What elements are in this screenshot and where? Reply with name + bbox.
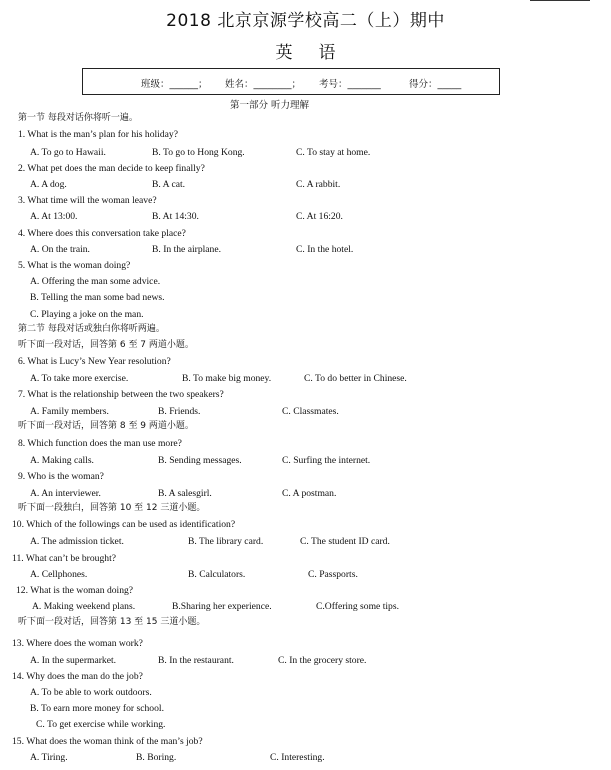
q3-option-a: A. At 13:00. bbox=[30, 211, 78, 222]
q9-option-a: A. An interviewer. bbox=[30, 488, 101, 499]
question-9: 9. Who is the woman? bbox=[18, 471, 104, 482]
question-6: 6. What is Lucy’s New Year resolution? bbox=[18, 356, 171, 367]
q5-option-b: B. Telling the man some bad news. bbox=[30, 292, 165, 303]
question-13: 13. Where does the woman work? bbox=[12, 638, 143, 649]
class-field: 班级：______； bbox=[141, 79, 208, 90]
q2-option-a: A. A dog. bbox=[30, 179, 67, 190]
question-12: 12. What is the woman doing? bbox=[16, 585, 134, 596]
dialogue-4-instruction: 听下面一段对话，回答第 13 至 15 三道小题。 bbox=[18, 617, 206, 627]
q14-option-a: A. To be able to work outdoors. bbox=[30, 687, 152, 698]
question-7: 7. What is the relationship between the two speakers? bbox=[18, 389, 224, 400]
q15-option-c: C. Interesting. bbox=[270, 752, 325, 763]
q11-option-c: C. Passports. bbox=[308, 569, 358, 580]
q10-option-a: A. The admission ticket. bbox=[30, 536, 124, 547]
q11-option-a: A. Cellphones. bbox=[30, 569, 88, 580]
score-field: 得分：_____ bbox=[409, 79, 462, 90]
q2-option-b: B. A cat. bbox=[152, 179, 186, 190]
question-5: 5. What is the woman doing? bbox=[18, 260, 131, 271]
q13-option-a: A. In the supermarket. bbox=[30, 655, 117, 666]
q9-option-c: C. A postman. bbox=[282, 488, 337, 499]
q3-option-c: C. At 16:20. bbox=[296, 211, 343, 222]
q5-option-a: A. Offering the man some advice. bbox=[30, 276, 161, 287]
dialogue-1-instruction: 听下面一段对话，回答第 6 至 7 两道小题。 bbox=[18, 340, 194, 350]
question-11: 11. What can’t be brought? bbox=[12, 553, 116, 564]
question-2: 2. What pet does the man decide to keep finally? bbox=[18, 163, 205, 174]
student-info-box bbox=[82, 68, 500, 95]
top-rule bbox=[530, 0, 590, 1]
part-1-instruction: 第一节 每段对话你将听一遍。 bbox=[18, 113, 138, 123]
q14-option-c: C. To get exercise while working. bbox=[36, 719, 166, 730]
question-1: 1. What is the man’s plan for his holiday? bbox=[18, 129, 178, 140]
q8-option-c: C. Surfing the internet. bbox=[282, 455, 371, 466]
q2-option-c: C. A rabbit. bbox=[296, 179, 341, 190]
question-15: 15. What does the woman think of the man’s job? bbox=[12, 736, 203, 747]
q13-option-c: C. In the grocery store. bbox=[278, 655, 367, 666]
q5-option-c: C. Playing a joke on the man. bbox=[30, 309, 144, 320]
q11-option-b: B. Calculators. bbox=[188, 569, 246, 580]
q7-option-a: A. Family members. bbox=[30, 406, 109, 417]
q7-option-c: C. Classmates. bbox=[282, 406, 339, 417]
q10-option-c: C. The student ID card. bbox=[300, 536, 390, 547]
subject-title: 英语 bbox=[275, 43, 362, 63]
monologue-instruction: 听下面一段独白，回答第 10 至 12 三道小题。 bbox=[18, 503, 206, 513]
q1-option-a: A. To go to Hawaii. bbox=[30, 147, 106, 158]
question-8: 8. Which function does the man use more? bbox=[18, 438, 182, 449]
q12-option-b: B.Sharing her experience. bbox=[172, 601, 272, 612]
q15-option-b: B. Boring. bbox=[136, 752, 177, 763]
q14-option-b: B. To earn more money for school. bbox=[30, 703, 164, 714]
q4-option-c: C. In the hotel. bbox=[296, 244, 354, 255]
q8-option-a: A. Making calls. bbox=[30, 455, 94, 466]
question-4: 4. Where does this conversation take place? bbox=[18, 228, 186, 239]
section-title: 第一部分 听力理解 bbox=[230, 100, 310, 111]
part-2-instruction: 第二节 每段对话或独白你将听两遍。 bbox=[18, 324, 165, 334]
q1-option-b: B. To go to Hong Kong. bbox=[152, 147, 245, 158]
q10-option-b: B. The library card. bbox=[188, 536, 264, 547]
question-14: 14. Why does the man do the job? bbox=[12, 671, 143, 682]
q12-option-a: A. Making weekend plans. bbox=[32, 601, 136, 612]
q13-option-b: B. In the restaurant. bbox=[158, 655, 234, 666]
q4-option-b: B. In the airplane. bbox=[152, 244, 221, 255]
q1-option-c: C. To stay at home. bbox=[296, 147, 371, 158]
q6-option-a: A. To take more exercise. bbox=[30, 373, 129, 384]
question-3: 3. What time will the woman leave? bbox=[18, 195, 157, 206]
exam-number-field: 考号：_______ bbox=[319, 79, 381, 90]
q8-option-b: B. Sending messages. bbox=[158, 455, 242, 466]
question-10: 10. Which of the followings can be used as identification? bbox=[12, 519, 236, 530]
q3-option-b: B. At 14:30. bbox=[152, 211, 199, 222]
name-field: 姓名：________； bbox=[225, 79, 302, 90]
q9-option-b: B. A salesgirl. bbox=[158, 488, 212, 499]
q15-option-a: A. Tiring. bbox=[30, 752, 68, 763]
exam-title: 2018 北京京源学校高二（上）期中 bbox=[166, 11, 445, 31]
q6-option-c: C. To do better in Chinese. bbox=[304, 373, 407, 384]
q7-option-b: B. Friends. bbox=[158, 406, 201, 417]
q12-option-c: C.Offering some tips. bbox=[316, 601, 399, 612]
q4-option-a: A. On the train. bbox=[30, 244, 90, 255]
dialogue-2-instruction: 听下面一段对话，回答第 8 至 9 两道小题。 bbox=[18, 421, 194, 431]
q6-option-b: B. To make big money. bbox=[182, 373, 272, 384]
